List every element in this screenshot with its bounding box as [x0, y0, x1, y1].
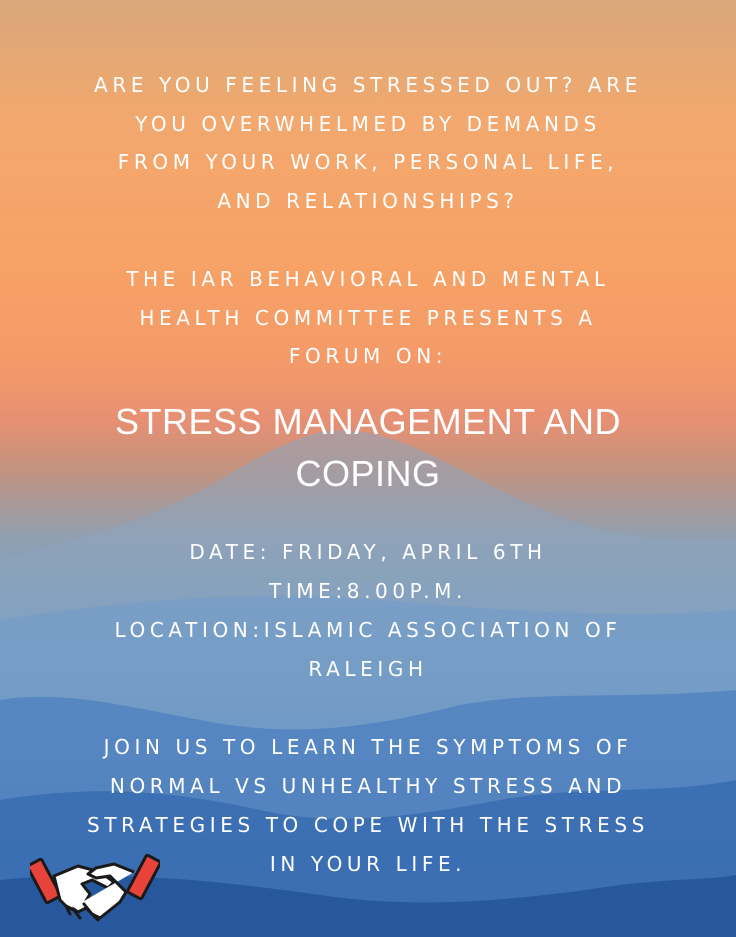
right-cuff — [127, 855, 160, 900]
presents-line: HEALTH COMMITTEE PRESENTS A — [139, 305, 597, 330]
event-location-continued: RALEIGH — [308, 657, 428, 681]
join-line: NORMAL VS UNHEALTHY STRESS AND — [109, 774, 627, 798]
join-line: STRATEGIES TO COPE WITH THE STRESS — [87, 813, 649, 837]
forum-title — [0, 396, 736, 500]
intro-line: ARE YOU FEELING STRESSED OUT? ARE — [94, 73, 642, 97]
intro-line: YOU OVERWHELMED BY DEMANDS — [135, 111, 601, 136]
event-date: DATE: FRIDAY, APRIL 6TH — [189, 540, 547, 564]
join-line: IN YOUR LIFE. — [269, 852, 467, 876]
presents-line: FORUM ON: — [288, 344, 448, 368]
presents-line: THE IAR BEHAVIORAL AND MENTAL — [126, 267, 610, 291]
committee-presents — [0, 260, 736, 376]
event-location: LOCATION:ISLAMIC ASSOCIATION OF — [114, 618, 622, 642]
event-details — [0, 533, 736, 689]
handshake-icon — [30, 848, 160, 928]
join-line: JOIN US TO LEARN THE SYMPTOMS OF — [103, 735, 633, 759]
forum-title-line: COPING — [295, 453, 441, 494]
forum-title-line: STRESS MANAGEMENT AND — [115, 401, 621, 442]
event-time: TIME:8.00P.M. — [269, 579, 467, 603]
intro-line: AND RELATIONSHIPS? — [217, 188, 519, 213]
intro-question — [0, 66, 736, 220]
intro-line: FROM YOUR WORK, PERSONAL LIFE, — [117, 150, 619, 174]
